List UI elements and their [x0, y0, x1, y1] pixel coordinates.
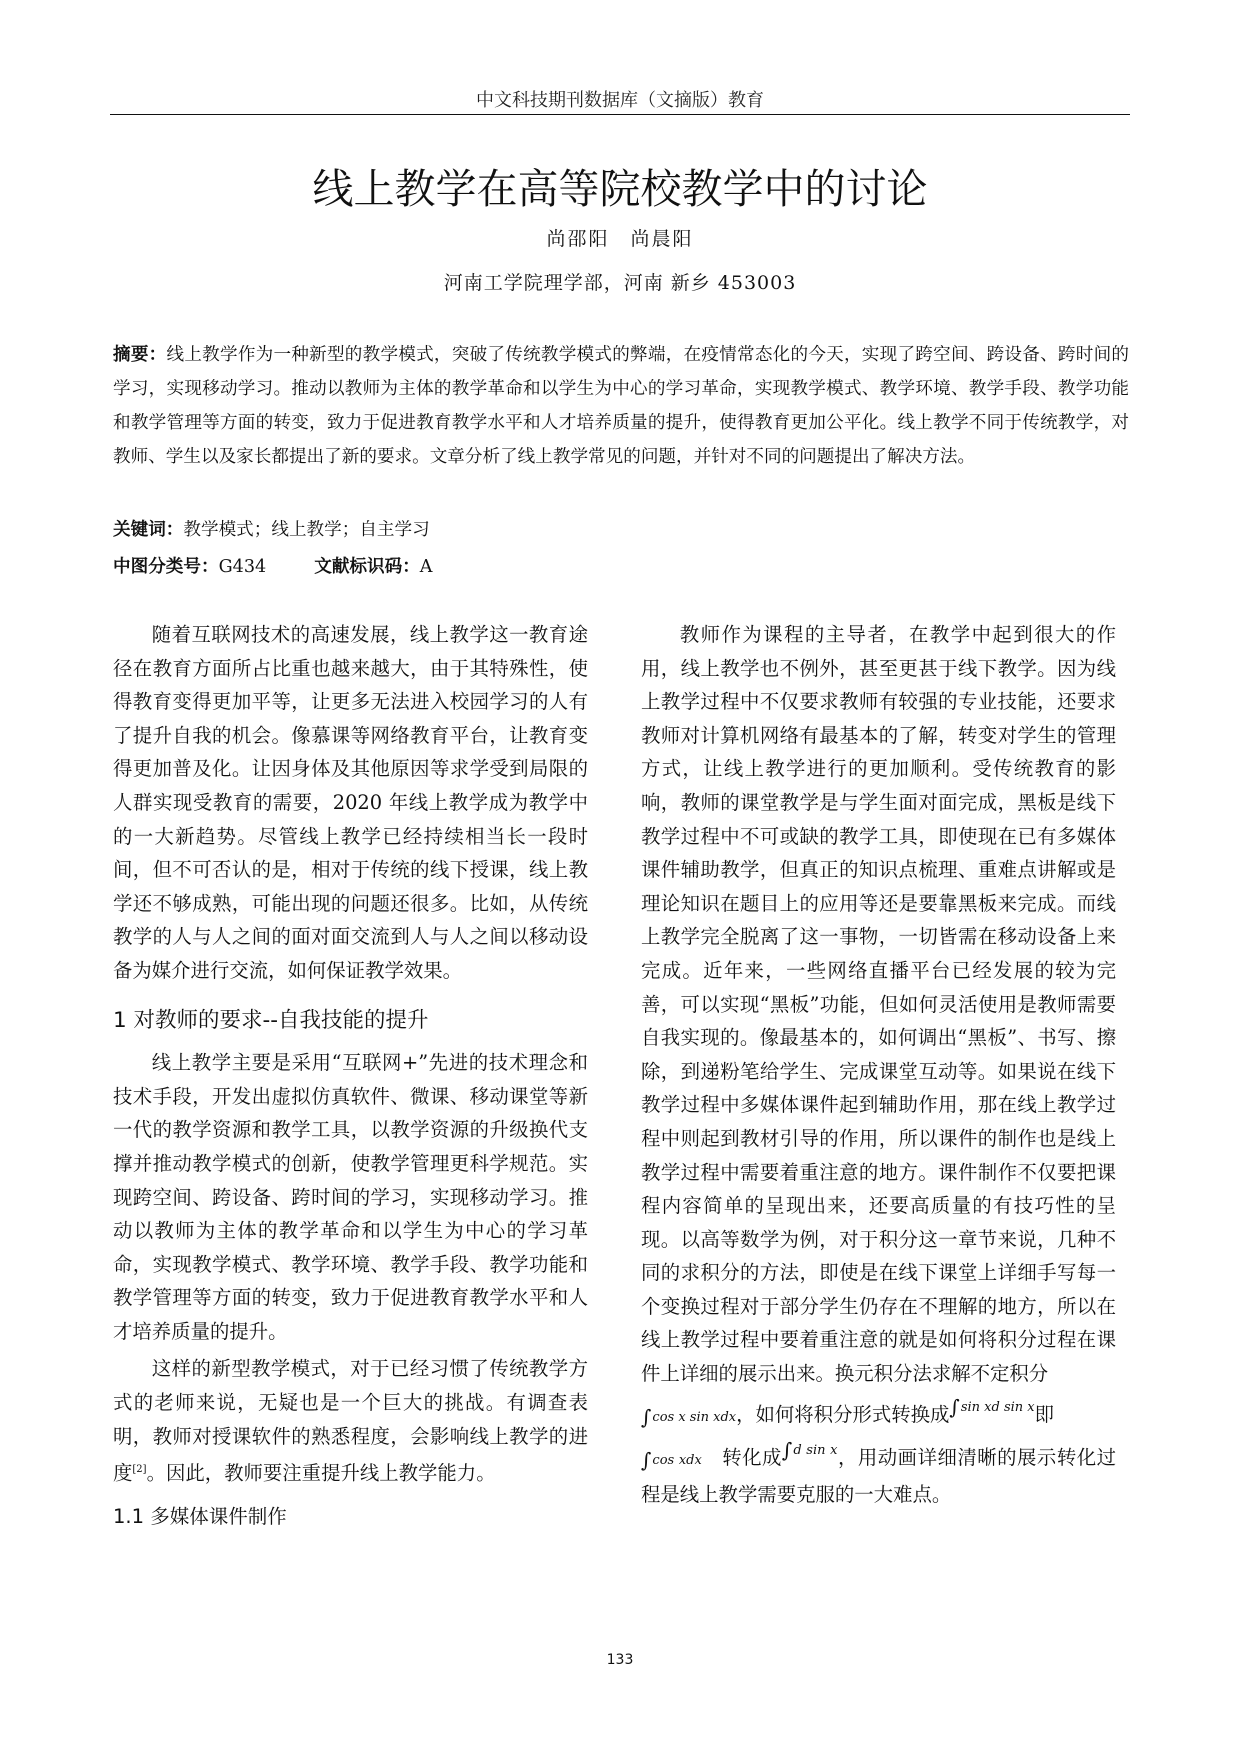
formula-4: [781, 1438, 838, 1463]
section-1-1-heading: 1.1 多媒体课件制作: [113, 1505, 287, 1529]
abstract-text: 线上教学作为一种新型的教学模式，突破了传统教学模式的弊端，在疫情常态化的今天，实现了跨空间、跨设备、跨时间的学习，实现移动学习。推动以教师为主体的教学革命和以学生为中心的学习革命，实现教学模式、教学环境、教学手段、教学功能和教学管理等方面的转变，致力于促进教育教学水平和人才培养质量的提升，使得教育更加公平化。线上教学不同于传统教学，对教师、学生以及家长都提出了新的要求。文章分析了线上教学常见的问题，并针对不同的问题提出了解决方法。: [113, 345, 1129, 467]
right-column: [641, 618, 1116, 1511]
article-title: 线上教学在高等院校教学中的讨论: [312, 165, 928, 213]
left-paragraph-1: 随着互联网技术的高速发展，线上教学这一教育途径在教育方面所占比重也越来越大，由于其特殊性，使得教育变得更加平等，让更多无法进入校园学习的人有了提升自我的机会。像慕课等网络教育平台，让教育变得更加普及化。让因身体及其他原因等求学受到局限的人群实现受教育的需要，2020 年线上教学成为教学中的一大新趋势。尽管线上教学已经持续相当长一段时间，但不可否认的是，相对于传统的线下授课，线上教学还不够成熟，可能出现的问题还很多。比如，从传统教学的人与人之间的面对面交流到人与人之间以移动设备为媒介进行交流，如何保证教学效果。: [113, 623, 588, 982]
right-text-d: ，用动画详细清晰的展示转化过程是线上教学需要克服的一大难点。: [641, 1446, 1117, 1506]
page-number: 133: [606, 1652, 634, 1668]
formula-2-text: sin xd sin x: [960, 1399, 1035, 1415]
formula-1: [641, 1404, 737, 1429]
abstract: [113, 338, 1129, 474]
right-text-a: ，如何将积分形式转换成: [736, 1402, 950, 1426]
citation-ref: [2]: [132, 1464, 147, 1476]
formula-3-text: cos xdx: [652, 1453, 702, 1469]
integral-sign-icon: ∫: [949, 1394, 960, 1419]
right-text-b: 即: [1034, 1402, 1055, 1426]
left-paragraph-3-main: 这样的新型教学模式，对于已经习惯了传统教学方式的老师来说，无疑也是一个巨大的挑战。有调查表明，教师对授课软件的熟悉程度，会影响线上教学的进度: [113, 1357, 588, 1485]
integral-sign-icon: ∫: [781, 1438, 793, 1463]
keywords-text: 教学模式；线上教学；自主学习: [183, 520, 430, 540]
header-rule: [110, 114, 1130, 115]
keywords: [113, 516, 430, 541]
left-paragraph-3: [113, 1352, 588, 1490]
keywords-label: 关键词：: [113, 520, 184, 540]
right-paragraph-1: [641, 618, 1116, 1511]
formula-4-text: d sin x: [793, 1443, 838, 1459]
integral-sign-icon: ∫: [641, 1448, 652, 1473]
doc-code-value: A: [419, 557, 433, 577]
doc-code-label: 文献标识码：: [314, 557, 420, 577]
clc-value: G434: [218, 557, 267, 577]
left-paragraph-3-tail: 。因此，教师要注重提升线上教学能力。: [146, 1461, 496, 1485]
running-head: 中文科技期刊数据库（文摘版）教育: [476, 90, 764, 111]
right-paragraph-1-main: 教师作为课程的主导者，在教学中起到很大的作用，线上教学也不例外，甚至更甚于线下教学。因为线上教学过程中不仅要求教师有较强的专业技能，还要求教师对计算机网络有最基本的了解，转变对学生的管理方式，让线上教学进行的更加顺利。受传统教育的影响，教师的课堂教学是与学生面对面完成，黑板是线下教学过程中不可或缺的教学工具，即使现在已有多媒体课件辅助教学，但真正的知识点梳理、重难点讲解或是理论知识在题目上的应用等还是要靠黑板来完成。而线上教学完全脱离了这一事物，一切皆需在移动设备上来完成。近年来，一些网络直播平台已经发展的较为完善，可以实现“黑板”功能，但如何灵活使用是教师需要自我实现的。像最基本的，如何调出“黑板”、书写、擦除，到递粉笔给学生、完成课堂互动等。如果说在线下教学过程中多媒体课件起到辅助作用，那在线上教学过程中则起到教材引导的作用，所以课件的制作也是线上教学过程中需要着重注意的地方。课件制作不仅要把课程内容简单的呈现出来，还要高质量的有技巧性的呈现。以高等数学为例，对于积分这一章节来说，几种不同的求积分的方法，即使是在线下课堂上详细手写每一个变换过程对于部分学生仍存在不理解的地方，所以在线上教学过程中要着重注意的就是如何将积分过程在课件上详细的展示出来。换元积分法求解不定积分: [641, 623, 1116, 1386]
classification: [113, 553, 433, 578]
section-1-heading: 1 对教师的要求--自我技能的提升: [113, 1007, 429, 1033]
right-text-c: 转化成: [722, 1446, 782, 1470]
left-column: [113, 618, 588, 1534]
article-authors: 尚邵阳 尚晨阳: [546, 228, 694, 250]
integral-sign-icon: ∫: [641, 1404, 652, 1429]
formula-3: [641, 1448, 702, 1473]
abstract-label: 摘要：: [113, 345, 167, 365]
formula-2: [949, 1394, 1035, 1419]
left-paragraph-2: 线上教学主要是采用“互联网+”先进的技术理念和技术手段，开发出虚拟仿真软件、微课、移动课堂等新一代的教学资源和教学工具，以教学资源的升级换代支撑并推动教学模式的创新，使教学管理更科学规范。实现跨空间、跨设备、跨时间的学习，实现移动学习。推动以教师为主体的教学革命和以学生为中心的学习革命，实现教学模式、教学环境、教学手段、教学功能和教学管理等方面的转变，致力于促进教育教学水平和人才培养质量的提升。: [113, 1051, 588, 1343]
clc-label: 中图分类号：: [113, 557, 219, 577]
formula-1-text: cos x sin xdx: [652, 1409, 737, 1425]
article-affiliation: 河南工学院理学部，河南 新乡 453003: [443, 272, 797, 294]
